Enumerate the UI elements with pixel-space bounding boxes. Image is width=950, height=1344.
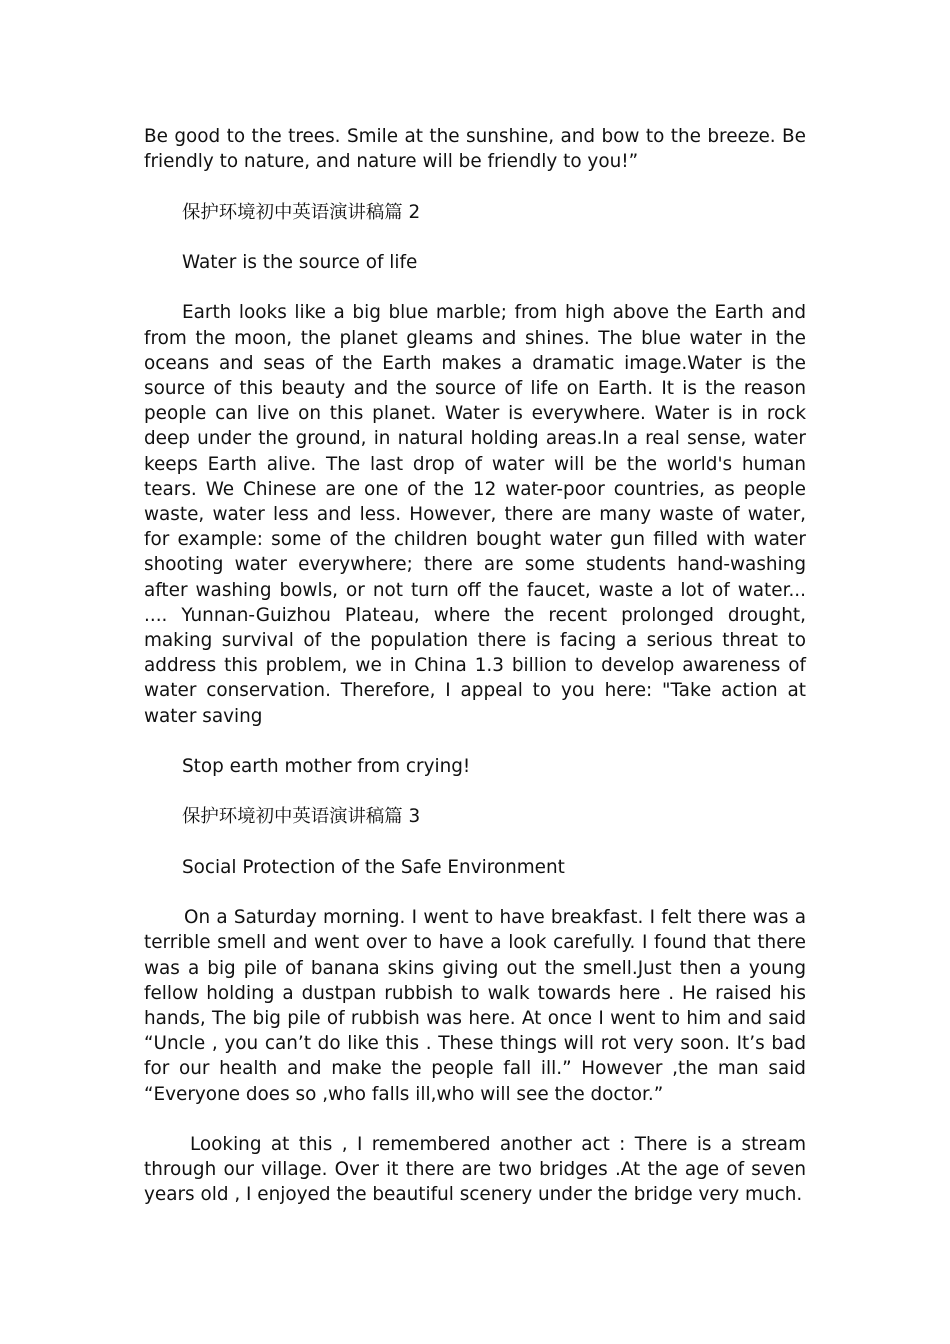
section-body-3-paragraph-2: Looking at this , I remembered another act : There is a stream through our village. Over it there are two bridges .At the age of seven years old , I enjoyed the beautiful scenery under the bridge very much. (144, 1134, 806, 1206)
section-title-3: Social Protection of the Safe Environment (182, 856, 565, 878)
section-heading-3: 保护环境初中英语演讲稿篇 3 (182, 806, 421, 828)
section-heading-2: 保护环境初中英语演讲稿篇 2 (182, 201, 421, 223)
document-page (144, 124, 806, 1208)
section-title-2: Water is the source of life (182, 251, 418, 273)
section-body-3-paragraph-1: On a Saturday morning. I went to have breakfast. I felt there was a terrible smell and went over to have a look carefully. I found that there was a big pile of banana skins giving out the smell.Just then a young fellow holding a dustpan rubbish to walk towards here . He raised his hands, The big pile of rubbish was here. At once I went to him and said “Uncle , you can’t do like this . These things will rot very soon. It’s bad for our health and make the people fall ill.” However ,the man said “Everyone does so ,who falls ill,who will see the doctor.” (144, 907, 806, 1105)
section-closing-2: Stop earth mother from crying! (182, 756, 471, 778)
spacer (144, 174, 806, 199)
spacer (144, 225, 806, 250)
spacer (144, 729, 806, 754)
spacer (144, 880, 806, 905)
section-body-2: Earth looks like a big blue marble; from high above the Earth and from the moon, the planet gleams and shines. The blue water in the oceans and seas of the Earth makes a dramatic image.Water is the source of this beauty and the source of life on Earth. It is the reason people can live on this planet. Water is everywhere. Water is in rock deep under the ground, in natural holding areas.In a real sense, water keeps Earth alive. The last drop of water will be the world's human tears. We Chinese are one of the 12 water-poor countries, as people waste, water less and less. However, there are many waste of water, for example: some of the children bought water gun filled with water shooting water everywhere; there are some students hand-washing after washing bowls, or not turn off the faucet, waste a lot of water... .... Yunnan-Guizhou Plateau, where the recent prolonged drought, making survival of the population there is facing a serious threat to address this problem, we in China 1.3 billion to develop awareness of water conservation. Therefore, I appeal to you here: "Take action at water saving (144, 302, 806, 727)
paragraph-closing-quote: Be good to the trees. Smile at the sunshine, and bow to the breeze. Be friendly to nature, and nature will be friendly to you!” (144, 126, 806, 173)
spacer (144, 779, 806, 804)
spacer (144, 275, 806, 300)
spacer (144, 830, 806, 855)
spacer (144, 1107, 806, 1132)
